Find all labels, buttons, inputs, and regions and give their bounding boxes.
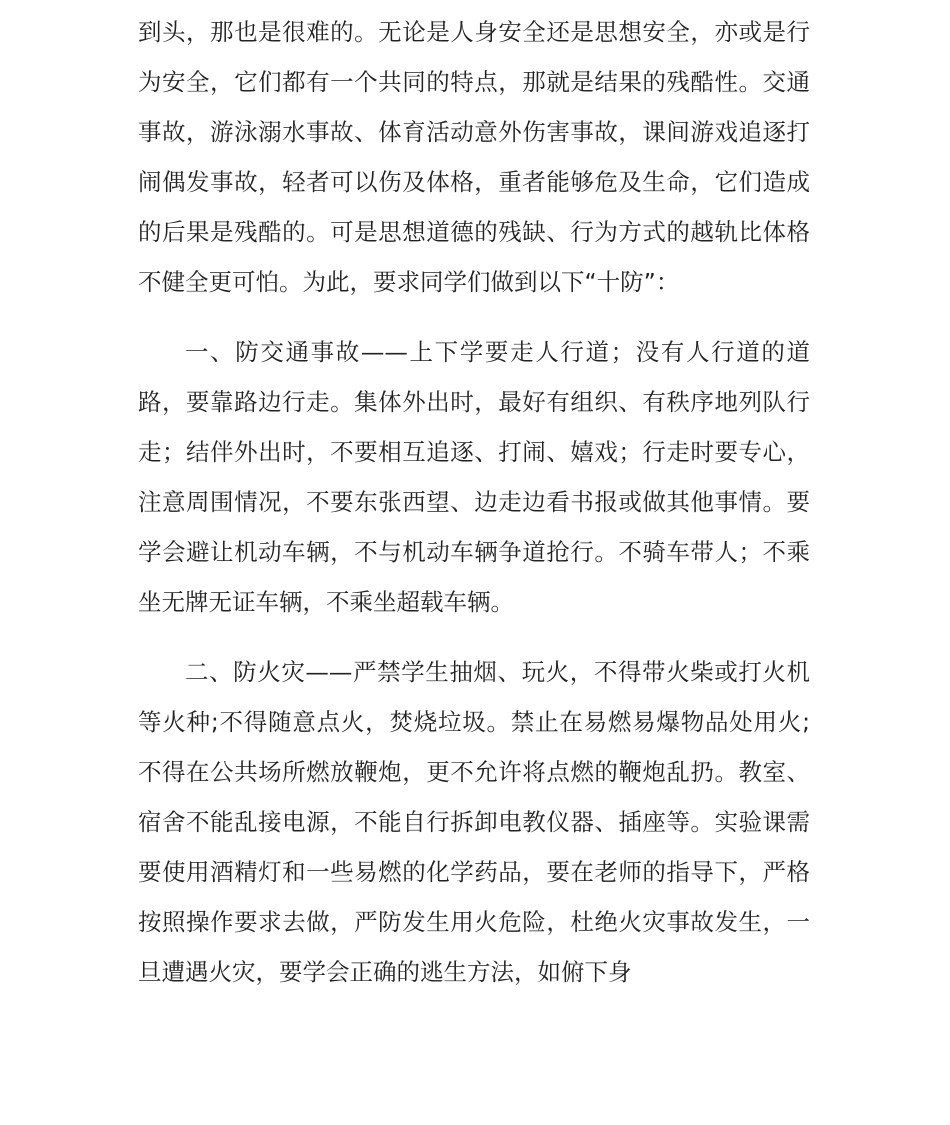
paragraph-intro: 到头，那也是很难的。无论是人身安全还是思想安全，亦或是行为安全，它们都有一个共同的特点，那就是结果的残酷性。交通事故，游泳溺水事故、体育活动意外伤害事故，课间游戏追逐打闹偶发事故，轻者可以伤及体格，重者能够危及生命，它们造成的后果是残酷的。可是思想道德的残缺、行为方式的越轨比体格不健全更可怕。为此，要求同学们做到以下“十防”：: [138, 18, 810, 296]
document-page: [138, 7, 810, 997]
paragraph-traffic-safety: 一、防交通事故——上下学要走人行道；没有人行道的道路，要靠路边行走。集体外出时，最好有组织、有秩序地列队行走；结伴外出时，不要相互追逐、打闹、嬉戏；行走时要专心，注意周围情况，不要东张西望、边走边看书报或做其他事情。要学会避让机动车辆，不与机动车辆争道抢行。不骑车带人；不乘坐无牌无证车辆，不乘坐超载车辆。: [138, 338, 810, 616]
paragraph-fire-safety: 二、防火灾——严禁学生抽烟、玩火，不得带火柴或打火机等火种;不得随意点火，焚烧垃圾。禁止在易燃易爆物品处用火;不得在公共场所燃放鞭炮，更不允许将点燃的鞭炮乱扔。教室、宿舍不能乱接电源，不能自行拆卸电教仪器、插座等。实验课需要使用酒精灯和一些易燃的化学药品，要在老师的指导下，严格按照操作要求去做，严防发生用火危险，杜绝火灾事故发生，一旦遭遇火灾，要学会正确的逃生方法，如俯下身: [138, 658, 810, 986]
